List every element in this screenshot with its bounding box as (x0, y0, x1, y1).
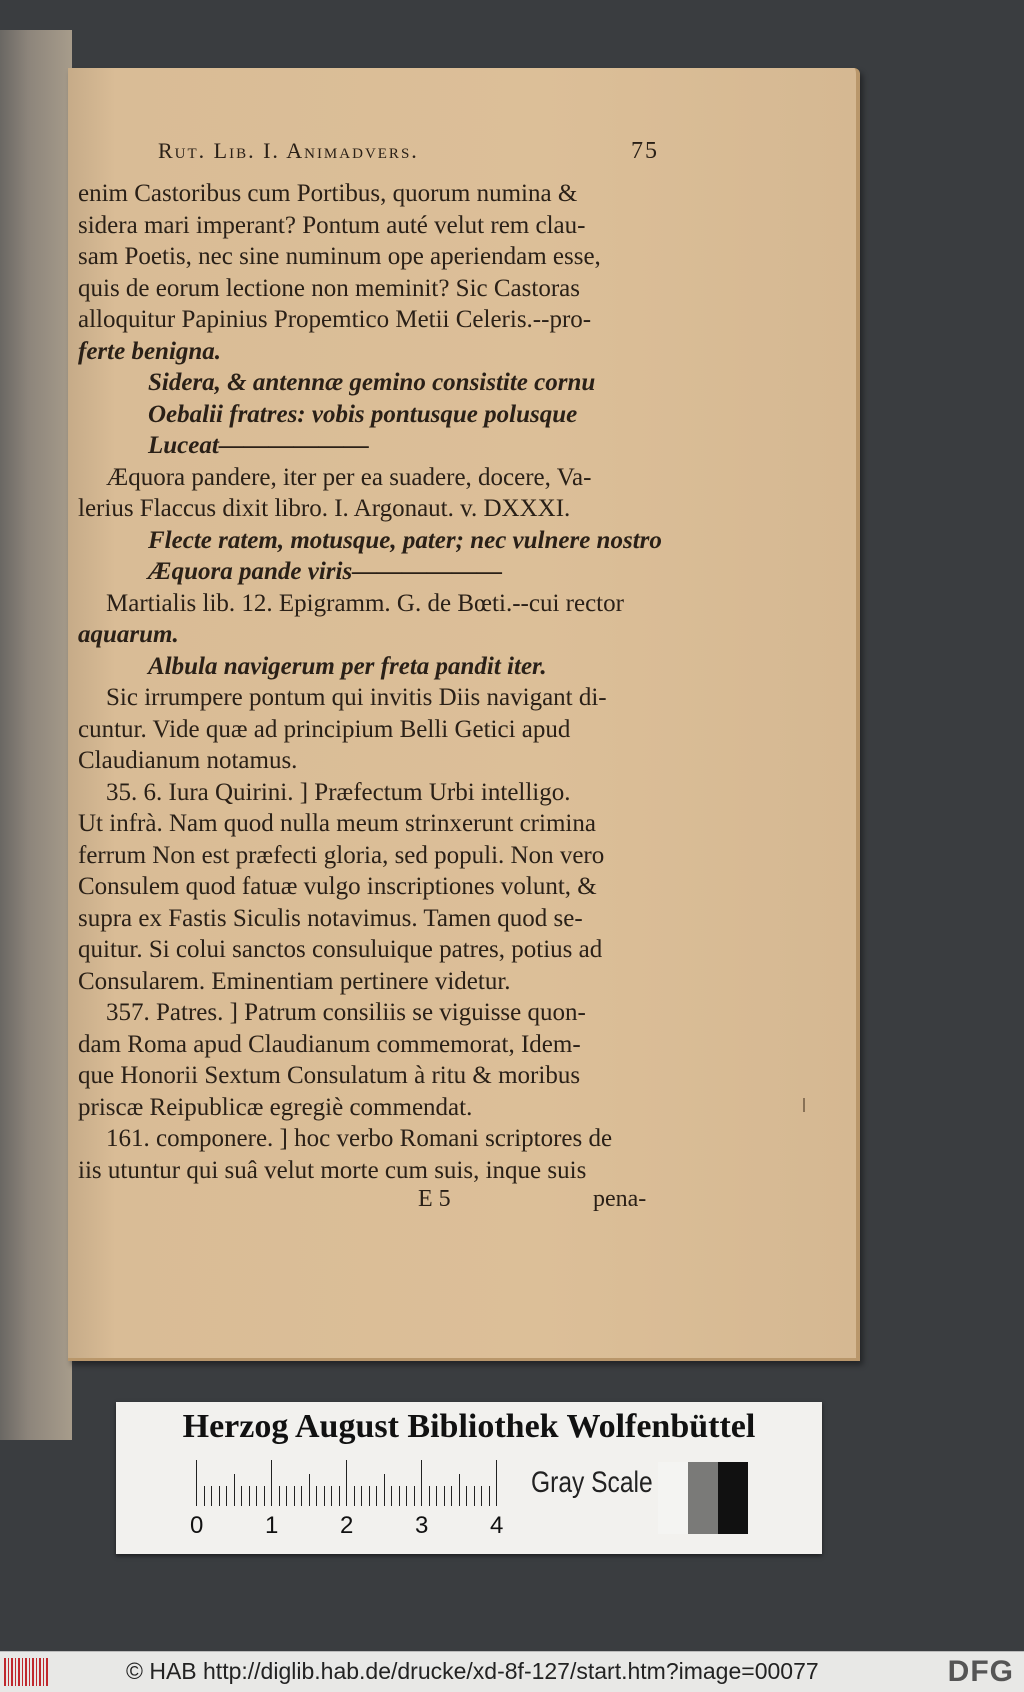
book-page (68, 68, 860, 1361)
ruler-tick (211, 1486, 212, 1506)
ruler-tick (399, 1486, 400, 1506)
text-line: Æquora pande viris—————— (148, 558, 503, 585)
footer-bar (0, 1651, 1024, 1692)
ruler-tick (256, 1486, 257, 1506)
text-line: quitur. Si colui sanctos consuluique patres, potius ad (78, 936, 603, 963)
ruler-tick (376, 1486, 377, 1506)
ruler-tick (436, 1486, 437, 1506)
ruler-tick (204, 1486, 205, 1506)
text-line: lerius Flaccus dixit libro. I. Argonaut. v. DXXXI. (78, 495, 571, 522)
ruler-number: 4 (490, 1512, 504, 1539)
ruler-tick (421, 1460, 422, 1506)
text-line: dam Roma apud Claudianum commemorat, Idem- (78, 1030, 581, 1058)
ruler-tick (391, 1486, 392, 1506)
ruler-tick (346, 1460, 347, 1506)
facing-page-strip (0, 30, 72, 1440)
ruler-numbers (190, 1512, 510, 1542)
gray-swatch (688, 1462, 718, 1534)
ruler-tick (264, 1486, 265, 1506)
text-line: Claudianum notamus. (78, 747, 298, 774)
text-line: 35. 6. Iura Quirini. ] Præfectum Urbi intelligo. (106, 778, 571, 806)
text-line: 357. Patres. ] Patrum consiliis se viguisse quon- (106, 999, 586, 1026)
ruler-tick (354, 1486, 355, 1506)
ruler-tick (316, 1486, 317, 1506)
color-calibration-card (116, 1402, 822, 1554)
dfg-logo: DFG (947, 1655, 1014, 1688)
ruler-tick (406, 1486, 407, 1506)
ruler-tick (226, 1486, 227, 1506)
text-line: quis de eorum lectione non meminit? Sic Castoras (78, 274, 580, 302)
text-line: Oebalii fratres: vobis pontusque polusque (148, 400, 578, 428)
text-line: Æquora pandere, iter per ea suadere, docere, Va- (106, 463, 592, 491)
text-line: que Honorii Sextum Consulatum à ritu & moribus (78, 1062, 581, 1089)
text-line: Sic irrumpere pontum qui invitis Diis navigant di- (106, 684, 607, 711)
page-number: 75 (631, 138, 659, 164)
page-footer-line (78, 1186, 728, 1220)
ruler-tick (301, 1486, 302, 1506)
text-line: cuntur. Vide quæ ad principium Belli Getici apud (78, 715, 571, 743)
ruler-tick (249, 1486, 250, 1506)
text-line: supra ex Fastis Siculis notavimus. Tamen quod se- (78, 904, 583, 932)
text-line: enim Castoribus cum Portibus, quorum numina & (78, 180, 578, 207)
ruler-number: 1 (265, 1512, 279, 1539)
hab-logo-icon (4, 1658, 48, 1686)
text-line: Ut infrà. Nam quod nulla meum strinxerunt crimina (78, 810, 596, 837)
library-name: Herzog August Bibliothek Wolfenbüttel (182, 1408, 756, 1445)
ruler-tick (339, 1486, 340, 1506)
text-line: 161. componere. ] hoc verbo Romani scriptores de (106, 1125, 613, 1152)
ruler-tick (286, 1486, 287, 1506)
text-line: Sidera, & antennæ gemino consistite cornu (148, 369, 596, 396)
ruler-tick (331, 1486, 332, 1506)
catchword: pena- (593, 1186, 647, 1212)
ruler-tick (414, 1486, 415, 1506)
page-text (78, 138, 728, 1220)
text-line: ferrum Non est præfecti gloria, sed populi. Non vero (78, 841, 605, 869)
ruler-number: 3 (415, 1512, 429, 1539)
ruler-tick (444, 1486, 445, 1506)
ruler-tick (496, 1460, 497, 1506)
text-line: aquarum. (78, 621, 179, 648)
text-line: Luceat—————— (148, 432, 369, 459)
gray-swatch (718, 1462, 748, 1534)
ruler-tick (324, 1486, 325, 1506)
running-header (78, 138, 728, 178)
text-line: Consularem. Eminentiam pertinere videtur. (78, 967, 511, 995)
ruler-tick (429, 1486, 430, 1506)
ruler-tick (481, 1486, 482, 1506)
text-line: sidera mari imperant? Pontum auté velut rem clau- (78, 211, 586, 239)
ruler-tick (196, 1460, 197, 1506)
ruler-tick (451, 1486, 452, 1506)
text-line: Albula navigerum per freta pandit iter. (148, 652, 547, 680)
ruler-scale (196, 1460, 496, 1506)
ruler-tick (279, 1486, 280, 1506)
ruler-number: 0 (190, 1512, 204, 1539)
footer-url[interactable]: © HAB http://diglib.hab.de/drucke/xd-8f-127/start.htm?image=00077 (126, 1658, 819, 1684)
ruler-tick (361, 1486, 362, 1506)
ruler-tick (489, 1486, 490, 1506)
ruler-number: 2 (340, 1512, 354, 1539)
text-line: alloquitur Papinius Propemtico Metii Celeris.--pro- (78, 306, 592, 333)
ruler-tick (271, 1460, 272, 1506)
ruler-tick (294, 1486, 295, 1506)
ruler-tick (309, 1474, 310, 1506)
text-line: ferte benigna. (78, 337, 222, 365)
ruler-tick (384, 1474, 385, 1506)
text-line: iis utuntur qui suâ velut morte cum suis, inque suis (78, 1156, 587, 1184)
ruler-tick (466, 1486, 467, 1506)
ruler-tick (241, 1486, 242, 1506)
signature-mark: E 5 (418, 1186, 451, 1212)
gray-swatches (658, 1462, 748, 1534)
paper-mark (803, 1098, 805, 1112)
gray-scale-label: Gray Scale (531, 1466, 653, 1499)
ruler-tick (474, 1486, 475, 1506)
running-title: Rut. Lib. I. Animadvers. (158, 138, 419, 163)
text-body (78, 178, 728, 1186)
ruler-tick (219, 1486, 220, 1506)
text-line: priscæ Reipublicæ egregiè commendat. (78, 1093, 473, 1121)
text-line: Flecte ratem, motusque, pater; nec vulnere nostro (148, 526, 662, 554)
ruler-tick (234, 1474, 235, 1506)
gray-swatch (658, 1462, 688, 1534)
ruler-tick (369, 1486, 370, 1506)
text-line: Martialis lib. 12. Epigramm. G. de Bœti.--cui rector (106, 589, 624, 617)
ruler-tick (459, 1474, 460, 1506)
text-line: Consulem quod fatuæ vulgo inscriptiones volunt, & (78, 873, 597, 900)
text-line: sam Poetis, nec sine numinum ope aperiendam esse, (78, 243, 601, 270)
